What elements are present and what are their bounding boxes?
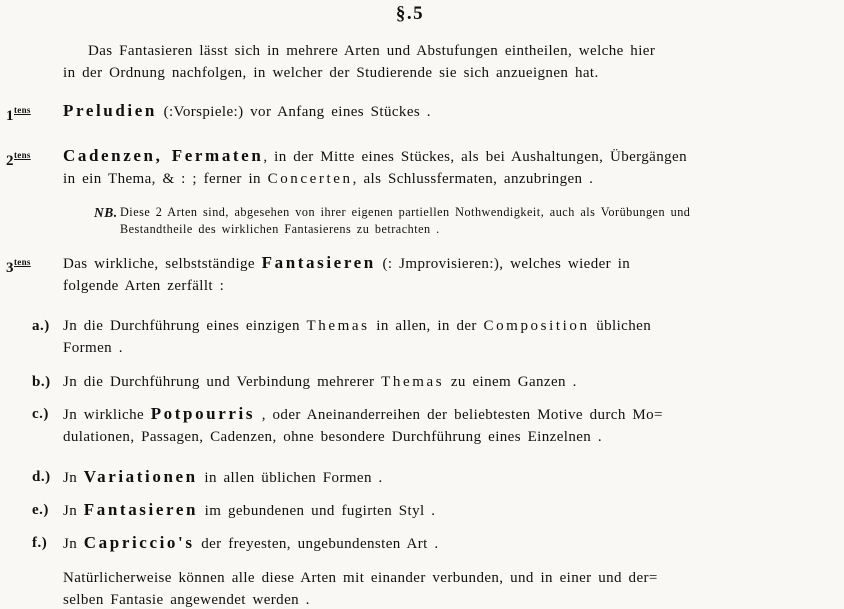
item-text	[63, 466, 814, 489]
marker-number: 1	[6, 108, 14, 124]
lettered-item-f	[6, 532, 814, 555]
text-segment: Composition	[483, 318, 590, 334]
text-line	[63, 589, 814, 609]
nota-bene-text	[120, 204, 690, 238]
text-segment: Das wirkliche, selbstständige	[63, 256, 262, 272]
text-line	[63, 315, 814, 337]
emphasized-text: Capriccio's	[83, 533, 195, 552]
text-segment: selben Fantasie angewendet werden .	[63, 592, 310, 608]
text-line	[63, 100, 814, 123]
emphasized-text: Potpourris	[150, 404, 256, 423]
item-marker-b: b.)	[32, 374, 51, 390]
text-line	[63, 168, 814, 190]
text-segment: Jn die Durchführung und Verbindung mehrerer	[63, 374, 382, 390]
item-marker-f: f.)	[32, 535, 48, 551]
text-segment: Bestandtheile des wirklichen Fantasierens zu betrachten .	[120, 222, 440, 236]
emphasized-text: Preludien	[63, 101, 157, 120]
text-segment: zu einem Ganzen .	[444, 374, 577, 390]
text-line	[63, 426, 814, 448]
text-line	[63, 252, 814, 275]
marker-number: 2	[6, 153, 14, 169]
text-segment: Jn	[63, 470, 84, 486]
marker-ordinal-suffix: tens	[14, 150, 31, 160]
item-marker-2	[6, 145, 63, 190]
text-line	[63, 62, 814, 84]
text-segment: Formen .	[63, 340, 123, 356]
marker-ordinal-suffix: tens	[14, 105, 31, 115]
text-line	[63, 275, 814, 297]
text-line	[63, 337, 814, 359]
lettered-item-b	[6, 371, 814, 393]
section-heading: §.5	[395, 3, 425, 24]
text-line	[63, 466, 814, 489]
text-line	[63, 403, 814, 426]
item-marker-c: c.)	[32, 406, 49, 422]
marker-number: 3	[6, 260, 14, 276]
text-line	[63, 532, 814, 555]
item-text	[63, 100, 814, 127]
text-segment: Jn	[63, 536, 84, 552]
item-text	[63, 145, 814, 190]
text-segment: folgende Arten zerfällt :	[63, 278, 225, 294]
text-line	[63, 40, 814, 62]
text-segment: Themas	[306, 318, 370, 334]
nota-bene-marker: NB.	[94, 205, 118, 220]
text-line	[63, 145, 814, 168]
item-text	[63, 315, 814, 359]
text-line	[63, 371, 814, 393]
item-text	[63, 403, 814, 448]
text-segment: der freyesten, ungebundensten Art .	[194, 536, 439, 552]
item-text	[63, 499, 814, 522]
item-marker-1	[6, 100, 63, 127]
lettered-item-c	[6, 403, 814, 448]
marker-ordinal-suffix: tens	[14, 257, 31, 267]
text-segment: Natürlicherweise können alle diese Arten mit einander verbunden, und in einer und der=	[63, 570, 658, 586]
emphasized-text: Variationen	[83, 467, 198, 486]
text-segment: Concerten	[267, 171, 353, 187]
text-segment: (: Jmprovisieren:), welches wieder in	[375, 256, 631, 272]
text-segment: im gebundenen und fugirten Styl .	[198, 503, 436, 519]
text-line	[63, 567, 814, 589]
intro-paragraph	[63, 40, 814, 84]
text-segment: (:Vorspiele:) vor Anfang eines Stückes .	[156, 104, 431, 120]
numbered-item-3	[6, 252, 814, 297]
text-segment: Diese 2 Arten sind, abgesehen von ihrer eigenen partiellen Nothwendigkeit, auch als Vorübungen und	[120, 205, 691, 219]
text-segment: in der Ordnung nachfolgen, in welcher der Studierende sie sich anzueignen hat.	[63, 65, 599, 81]
item-text	[63, 532, 814, 555]
text-segment: dulationen, Passagen, Cadenzen, ohne besondere Durchführung eines Einzelnen .	[63, 429, 602, 445]
item-marker-e: e.)	[32, 502, 49, 518]
text-segment: , oder Aneinanderreihen der beliebtesten Motive durch Mo=	[255, 407, 663, 423]
text-line	[120, 221, 690, 238]
text-segment: üblichen	[589, 318, 652, 334]
text-line	[63, 499, 814, 522]
emphasized-text: Fantasieren	[261, 253, 376, 272]
emphasized-text: Cadenzen, Fermaten	[63, 146, 264, 165]
lettered-item-e	[6, 499, 814, 522]
text-line	[120, 204, 690, 221]
text-segment: Jn	[63, 503, 84, 519]
text-segment: in allen üblichen Formen .	[197, 470, 383, 486]
item-marker-3	[6, 252, 63, 297]
text-segment: in allen, in der	[369, 318, 484, 334]
item-text	[63, 371, 814, 393]
numbered-item-1	[6, 100, 814, 127]
nota-bene	[94, 204, 814, 238]
closing-paragraph	[63, 567, 814, 609]
item-marker-a: a.)	[32, 318, 50, 334]
text-segment: Themas	[381, 374, 445, 390]
text-segment: , in der Mitte eines Stückes, als bei Aushaltungen, Übergängen	[263, 149, 687, 165]
emphasized-text: Fantasieren	[83, 500, 199, 519]
text-segment: Das Fantasieren lässt sich in mehrere Arten und Abstufungen eintheilen, welche hier	[88, 43, 656, 59]
text-segment: in ein Thema, & : ; ferner in	[63, 171, 268, 187]
numbered-item-2	[6, 145, 814, 190]
item-text	[63, 252, 814, 297]
item-marker-d: d.)	[32, 469, 51, 485]
lettered-item-d	[6, 466, 814, 489]
text-segment: , als Schlussfermaten, anzubringen .	[352, 171, 594, 187]
text-segment: Jn die Durchführung eines einzigen	[63, 318, 307, 334]
text-segment: Jn wirkliche	[63, 407, 151, 423]
lettered-item-a	[6, 315, 814, 359]
